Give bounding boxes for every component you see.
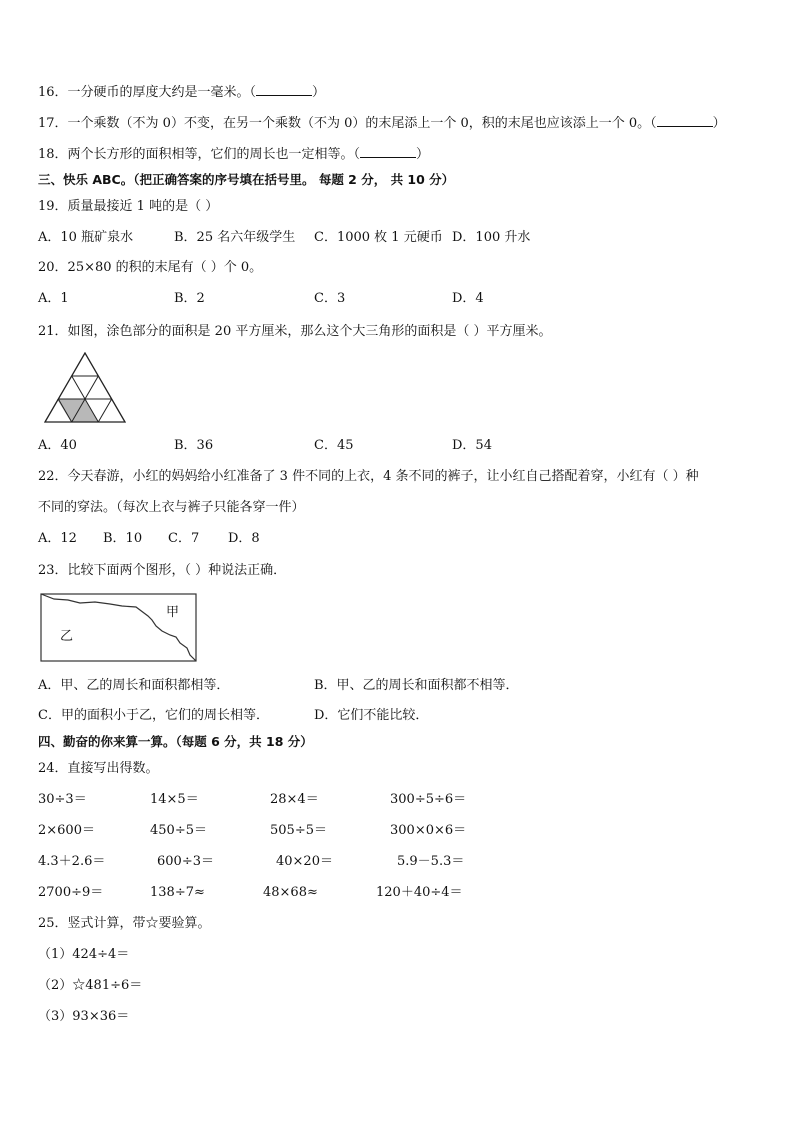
- answer-blank[interactable]: [360, 145, 416, 158]
- q25-item-3: （3）93×36＝: [38, 1009, 130, 1024]
- q19-option-a[interactable]: A．10 瓶矿泉水: [38, 230, 134, 245]
- question-25-stem: 25．竖式计算，带☆要验算。: [38, 916, 211, 931]
- triangle-figure: [44, 352, 126, 424]
- question-22-stem-line2: 不同的穿法。（每次上衣与裤子只能各穿一件）: [38, 500, 305, 515]
- q20-option-c[interactable]: C．3: [314, 291, 346, 306]
- q23-option-c[interactable]: C．甲的面积小于乙，它们的周长相等．: [38, 708, 269, 723]
- question-16: 16．一分硬币的厚度大约是一毫米。（ ）: [38, 85, 326, 100]
- calc-item: 138÷7≈: [150, 885, 205, 900]
- calc-item: 300÷5÷6＝: [390, 792, 467, 807]
- calc-item: 4.3＋2.6＝: [38, 854, 106, 869]
- q22-option-c[interactable]: C．7: [168, 531, 200, 546]
- question-24-stem: 24．直接写出得数。: [38, 761, 159, 776]
- q23-option-b[interactable]: B．甲、乙的周长和面积都不相等．: [314, 678, 519, 693]
- question-21-stem: 21．如图，涂色部分的面积是 20 平方厘米，那么这个大三角形的面积是（ ）平方厘米。: [38, 324, 552, 339]
- q25-item-1: （1）424÷4＝: [38, 947, 130, 962]
- q22-option-a[interactable]: A．12: [38, 531, 77, 546]
- calc-item: 14×5＝: [150, 792, 199, 807]
- question-17: 17．一个乘数（不为 0）不变，在另一个乘数（不为 0）的末尾添上一个 0，积的末尾也应该添上一个 0。（ ）: [38, 116, 726, 131]
- question-20-stem: 20．25×80 的积的末尾有（ ）个 0。: [38, 260, 263, 275]
- calc-item: 5.9－5.3＝: [397, 854, 465, 869]
- question-16-text: 16．一分硬币的厚度大约是一毫米。（: [38, 85, 257, 100]
- calc-item: 30÷3＝: [38, 792, 87, 807]
- q21-option-d[interactable]: D．54: [452, 438, 492, 453]
- calc-item: 2×600＝: [38, 823, 95, 838]
- q23-option-a[interactable]: A．甲、乙的周长和面积都相等．: [38, 678, 230, 693]
- calc-item: 28×4＝: [270, 792, 319, 807]
- question-18: 18．两个长方形的面积相等，它们的周长也一定相等。（ ）: [38, 147, 430, 162]
- calc-item: 600÷3＝: [157, 854, 214, 869]
- section-4-heading: 四、勤奋的你来算一算。（每题 6 分，共 18 分）: [38, 734, 313, 749]
- q23-option-d[interactable]: D．它们不能比较．: [314, 708, 429, 723]
- calc-item: 120＋40÷4＝: [376, 885, 463, 900]
- label-jia: 甲: [166, 605, 180, 620]
- q25-item-2: （2）☆481÷6＝: [38, 978, 143, 993]
- calc-item: 2700÷9＝: [38, 885, 104, 900]
- question-18-text: 18．两个长方形的面积相等，它们的周长也一定相等。（: [38, 147, 361, 162]
- q19-option-c[interactable]: C．1000 枚 1 元硬币: [314, 230, 443, 245]
- label-yi: 乙: [60, 629, 74, 644]
- q19-option-b[interactable]: B．25 名六年级学生: [174, 230, 296, 245]
- calc-item: 40×20＝: [276, 854, 333, 869]
- q22-option-d[interactable]: D．8: [228, 531, 260, 546]
- question-23-stem: 23．比较下面两个图形，（ ）种说法正确．: [38, 563, 287, 578]
- q20-option-a[interactable]: A．1: [38, 291, 69, 306]
- q21-option-a[interactable]: A．40: [38, 438, 77, 453]
- question-22-stem-line1: 22．今天春游，小红的妈妈给小红准备了 3 件不同的上衣，4 条不同的裤子，让小红自己搭配着穿，小红有（ ）种: [38, 469, 699, 484]
- question-19-stem: 19．质量最接近 1 吨的是（ ）: [38, 199, 219, 214]
- calc-item: 450÷5＝: [150, 823, 207, 838]
- calc-item: 48×68≈: [263, 885, 318, 900]
- q19-option-d[interactable]: D．100 升水: [452, 230, 531, 245]
- q22-option-b[interactable]: B．10: [103, 531, 143, 546]
- question-17-text: 17．一个乘数（不为 0）不变，在另一个乘数（不为 0）的末尾添上一个 0，积的末尾也应该添上一个 0。（: [38, 116, 657, 131]
- answer-blank[interactable]: [657, 114, 713, 127]
- q21-option-b[interactable]: B．36: [174, 438, 214, 453]
- q21-option-c[interactable]: C．45: [314, 438, 354, 453]
- q20-option-b[interactable]: B．2: [174, 291, 205, 306]
- q20-option-d[interactable]: D．4: [452, 291, 484, 306]
- answer-blank[interactable]: [256, 83, 312, 96]
- section-3-heading: 三、快乐 ABC。（把正确答案的序号填在括号里。 每题 2 分， 共 10 分）: [38, 172, 455, 187]
- calc-item: 300×0×6＝: [390, 823, 467, 838]
- calc-item: 505÷5＝: [270, 823, 327, 838]
